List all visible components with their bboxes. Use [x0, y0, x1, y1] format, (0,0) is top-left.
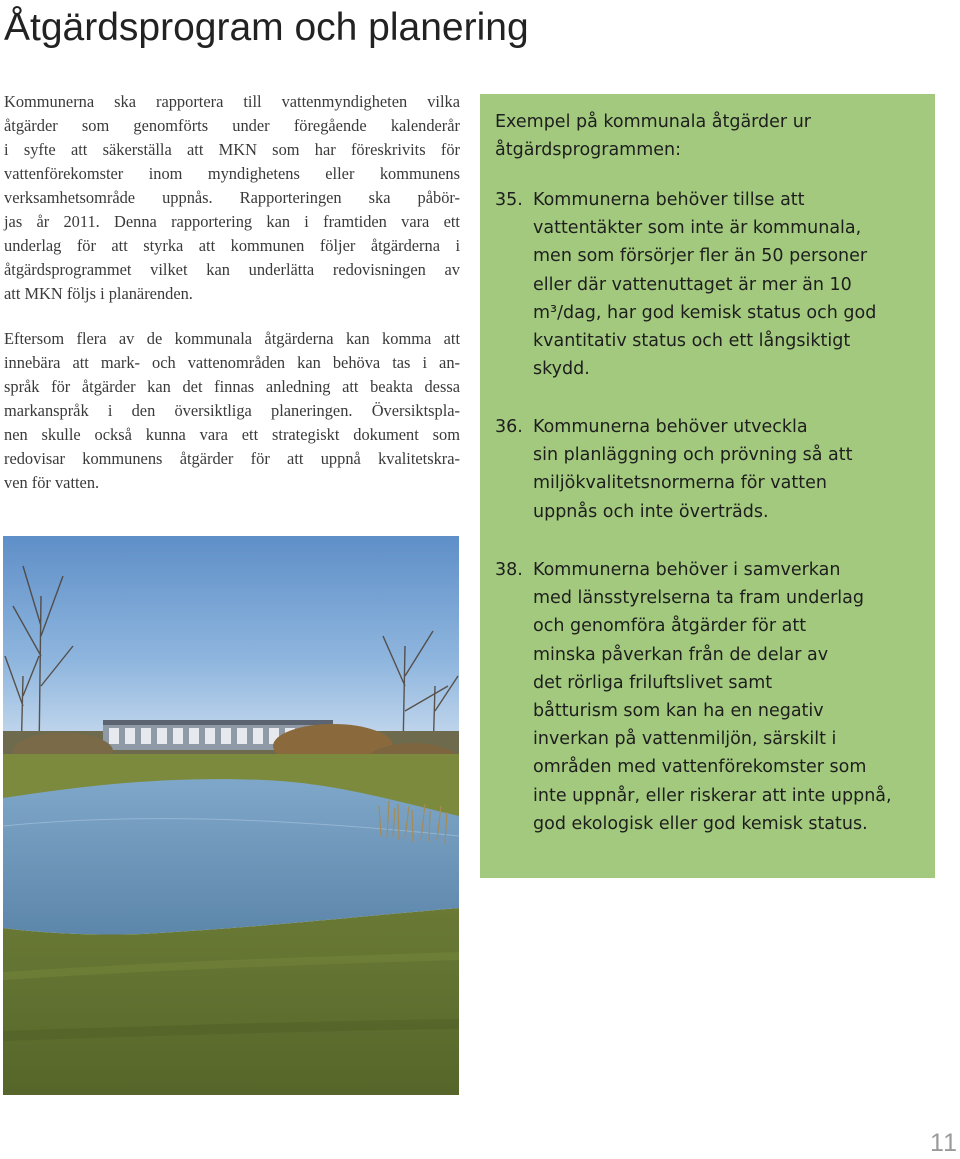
measure-line: eller där vattenuttaget är mer än 10 — [533, 274, 852, 295]
sidebar-heading-line: åtgärdsprogrammen: — [495, 140, 682, 160]
sidebar-heading — [495, 108, 811, 164]
measure-line: inverkan på vattenmiljön, särskilt i — [533, 729, 837, 750]
paragraph-line: åtgärder som genomförts under föregående kalenderår — [4, 116, 460, 135]
foreground-grass — [3, 908, 459, 1095]
measure-line: Kommunerna behöver utveckla — [533, 417, 808, 437]
measure-number: 36. — [495, 417, 523, 437]
measure-line: Kommunerna behöver tillse att — [533, 190, 805, 210]
measure-line: skydd. — [533, 359, 590, 380]
measure-line: båtturism som kan ha en negativ — [533, 701, 824, 722]
measure-line: inte uppnår, eller riskerar att inte uppnå, — [533, 785, 892, 806]
measure-line: det rörliga friluftslivet samt — [533, 672, 773, 693]
measure-line: miljökvalitetsnormerna för vatten — [533, 473, 827, 494]
paragraph-line: innebära att mark- och vattenområden kan behöva tas i an- — [4, 353, 460, 372]
measure-line: uppnås och inte överträds. — [533, 501, 769, 522]
paragraph-line: markanspråk i den översiktliga planeringen. Översiktspla- — [4, 401, 460, 420]
paragraph-line: vattenförekomster inom myndighetens eller kommunens — [4, 164, 460, 183]
measure-line: Kommunerna behöver i samverkan — [533, 560, 841, 580]
paragraph-line: att MKN följs i planärenden. — [4, 284, 193, 303]
paragraph-line: Kommunerna ska rapportera till vattenmyndigheten vilka — [4, 92, 460, 111]
paragraph-line: nen skulle också kunna vara ett strategiskt dokument som — [4, 425, 460, 444]
measure-number: 35. — [495, 190, 523, 210]
page-title: Åtgärdsprogram och planering — [4, 6, 529, 49]
body-paragraph-1 — [4, 90, 460, 306]
paragraph-line: verksamhetsområde uppnås. Rapporteringen ska påbör- — [4, 188, 460, 207]
measure-line: vattentäkter som inte är kommunala, — [533, 218, 862, 239]
paragraph-line: i syfte att säkerställa att MKN som har föreskrivits för — [4, 140, 460, 159]
measure-item-35 — [495, 186, 876, 383]
landscape-photo — [3, 536, 459, 1095]
paragraph-line: redovisar kommunens åtgärder för att uppnå kvalitetskra- — [4, 449, 460, 468]
measure-line: m³/dag, har god kemisk status och god — [533, 302, 877, 323]
measure-item-38 — [495, 556, 892, 838]
paragraph-line: underlag för att styrka att kommunen följer åtgärderna i — [4, 236, 460, 255]
paragraph-line: ven för vatten. — [4, 473, 100, 492]
paragraph-line: jas år 2011. Denna rapportering kan i framtiden vara ett — [4, 212, 460, 231]
measure-number: 38. — [495, 560, 523, 580]
measure-line: god ekologisk eller god kemisk status. — [533, 813, 868, 834]
measure-line: sin planläggning och prövning så att — [533, 445, 853, 466]
measure-line: men som försörjer fler än 50 personer — [533, 246, 868, 267]
measure-line: kvantitativ status och ett långsiktigt — [533, 331, 851, 352]
examples-sidebar — [480, 94, 935, 878]
sidebar-heading-line: Exempel på kommunala åtgärder ur — [495, 112, 811, 132]
body-paragraph-2 — [4, 327, 460, 495]
measure-line: med länsstyrelserna ta fram underlag — [533, 588, 864, 609]
measure-item-36 — [495, 413, 852, 526]
measure-line: minska påverkan från de delar av — [533, 644, 829, 665]
pond — [3, 779, 459, 934]
page-number: 11 — [930, 1129, 958, 1157]
paragraph-line: Eftersom flera av de kommunala åtgärderna kan komma att — [4, 329, 460, 348]
sky — [3, 536, 459, 746]
paragraph-line: åtgärdsprogrammet vilket kan underlätta redovisningen av — [4, 260, 460, 279]
measure-line: och genomföra åtgärder för att — [533, 616, 807, 637]
measure-line: områden med vattenförekomster som — [533, 757, 867, 778]
paragraph-line: språk för åtgärder kan det finnas anledning att beakta dessa — [4, 377, 460, 396]
